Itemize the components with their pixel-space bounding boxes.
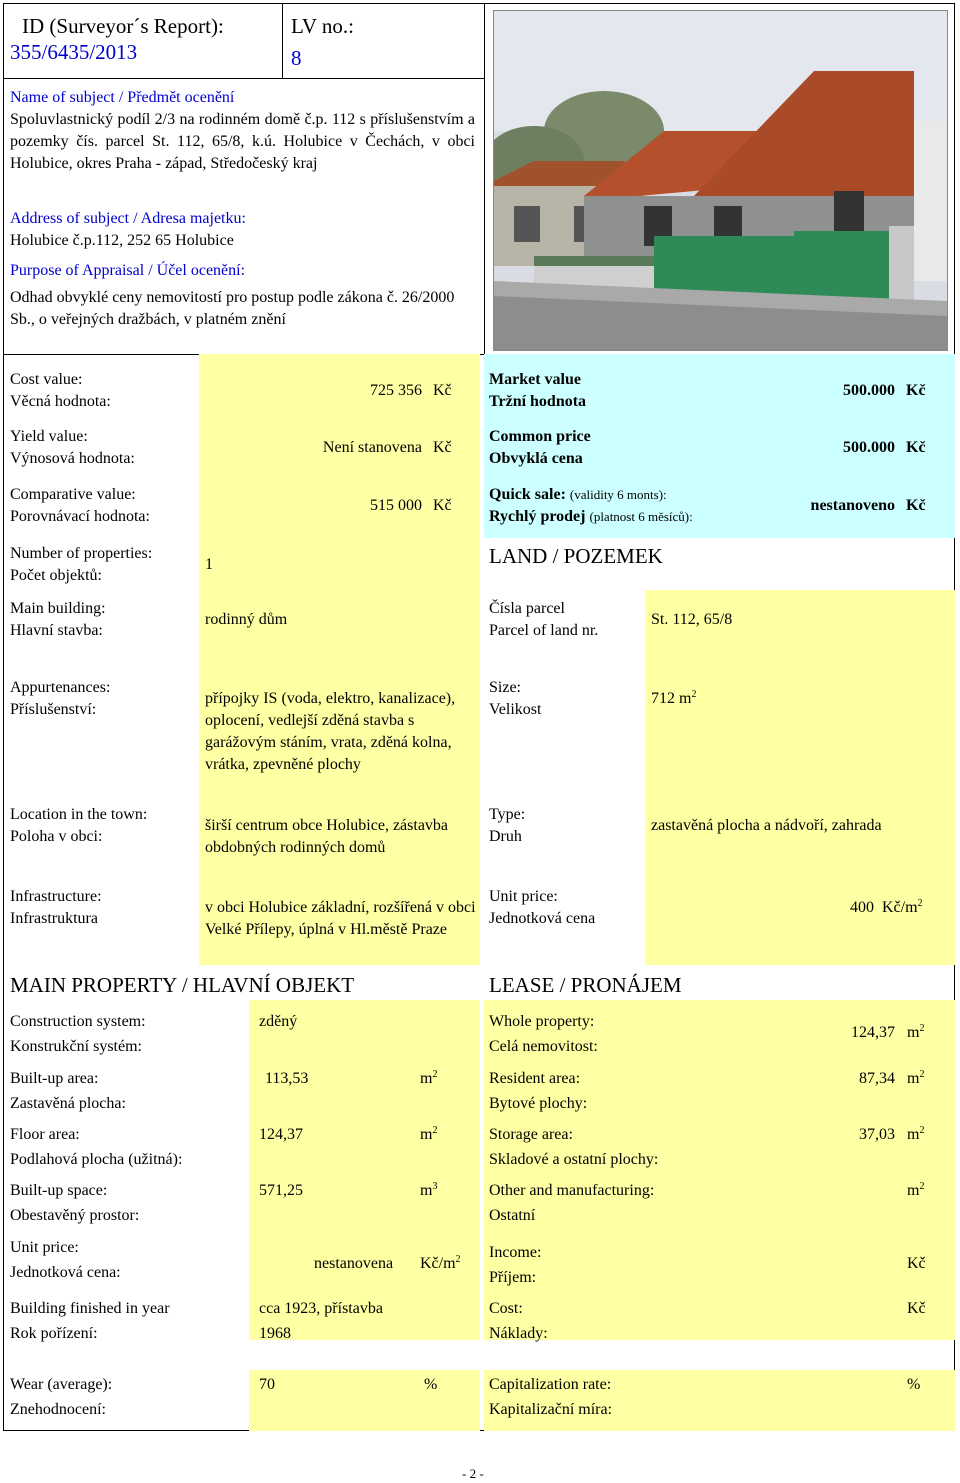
- floor-label-cz: Podlahová plocha (užitná):: [10, 1151, 183, 1168]
- market-label-cz: Tržní hodnota: [489, 393, 587, 410]
- construction-label-en: Construction system:: [10, 1013, 146, 1030]
- unitp-value: nestanovena: [314, 1255, 394, 1272]
- type-value: zastavěná plocha a nádvoří, zahrada: [651, 817, 882, 834]
- resident-label-cz: Bytové plochy:: [489, 1095, 588, 1112]
- market-value: 500.000: [843, 382, 895, 399]
- main-label-en: Main building:: [10, 600, 106, 617]
- cost-label-en: Cost value:: [10, 371, 83, 388]
- common-currency: Kč: [906, 439, 926, 456]
- infra-value: v obci Holubice základní, rozšířená v obci Velké Přílepy, úplná v Hl.městě Praze: [205, 899, 476, 938]
- year-value-1: cca 1923, přístavba: [259, 1300, 383, 1317]
- resident-label-en: Resident area:: [489, 1070, 581, 1087]
- lv-label: LV no.:: [291, 14, 355, 38]
- wear-label-cz: Znehodnocení:: [10, 1401, 106, 1418]
- lease-title: LEASE / PRONÁJEM: [489, 973, 682, 997]
- builtup-label-cz: Zastavěná plocha:: [10, 1095, 126, 1112]
- floor-label-en: Floor area:: [10, 1126, 80, 1143]
- floor-value: 124,37: [259, 1126, 303, 1143]
- unitp-unit: Kč/m: [420, 1255, 456, 1272]
- cap-label-en: Capitalization rate:: [489, 1376, 612, 1393]
- wear-label-en: Wear (average):: [10, 1376, 113, 1393]
- whole-label-cz: Celá nemovitost:: [489, 1038, 598, 1055]
- id-label: ID (Surveyor´s Report):: [22, 14, 224, 38]
- common-label-en: Common price: [489, 428, 591, 445]
- space-unit: m: [420, 1182, 433, 1199]
- comparative-currency: Kč: [433, 497, 452, 514]
- purpose-label: Purpose of Appraisal / Účel ocenění:: [10, 262, 246, 279]
- parcel-value: St. 112, 65/8: [651, 611, 733, 628]
- storage-label-en: Storage area:: [489, 1126, 573, 1143]
- space-label-cz: Obestavěný prostor:: [10, 1207, 140, 1224]
- count-value: 1: [205, 556, 213, 573]
- yield-label-en: Yield value:: [10, 428, 88, 445]
- income-currency: Kč: [907, 1255, 926, 1272]
- cost-value: 725 356: [370, 382, 422, 399]
- other-label-cz: Ostatní: [489, 1207, 536, 1224]
- whole-label-en: Whole property:: [489, 1013, 595, 1030]
- id-value: 355/6435/2013: [10, 40, 138, 64]
- market-currency: Kč: [906, 382, 926, 399]
- builtup-value: 113,53: [265, 1070, 309, 1087]
- resident-unit: m: [907, 1070, 920, 1087]
- infra-label-en: Infrastructure:: [10, 888, 102, 905]
- quick-label-cz: Rychlý prodej: [489, 508, 586, 525]
- address-label: Address of subject / Adresa majetku:: [10, 210, 246, 227]
- year-label-cz: Rok pořízení:: [10, 1325, 98, 1342]
- subject-name-label: Name of subject / Předmět ocenění: [10, 89, 235, 106]
- unit-label-en: Unit price:: [489, 888, 558, 905]
- divider: [484, 3, 485, 354]
- appurt-label-cz: Příslušenství:: [10, 701, 97, 718]
- space-value: 571,25: [259, 1182, 303, 1199]
- whole-value: 124,37: [851, 1024, 895, 1041]
- storage-value: 37,03: [859, 1126, 895, 1143]
- quick-label-en: Quick sale:: [489, 486, 566, 503]
- wear-yellow-panel: [249, 1370, 480, 1431]
- quick-value: nestanoveno: [810, 497, 895, 514]
- resident-value: 87,34: [859, 1070, 895, 1087]
- income-label-en: Income:: [489, 1244, 542, 1261]
- main-value: rodinný dům: [205, 611, 288, 628]
- unitp-label-cz: Jednotková cena:: [10, 1264, 121, 1281]
- quick-currency: Kč: [906, 497, 926, 514]
- floor-unit: m: [420, 1126, 433, 1143]
- cost-lease-currency: Kč: [907, 1300, 926, 1317]
- unit-unit: Kč/m: [882, 899, 918, 916]
- appurt-value: přípojky IS (voda, elektro, kanalizace), oplocení, vedlejší zděná stavba s garážovým stáním, vrata, zděná kolna, vrátka, zpevněné plochy: [205, 690, 456, 773]
- unitp-label-en: Unit price:: [10, 1239, 79, 1256]
- type-label-en: Type:: [489, 806, 526, 823]
- storage-unit: m: [907, 1126, 920, 1143]
- cost-lease-label-en: Cost:: [489, 1300, 523, 1317]
- infra-label-cz: Infrastruktura: [10, 910, 98, 927]
- market-label-en: Market value: [489, 371, 581, 388]
- cap-label-cz: Kapitalizační míra:: [489, 1401, 613, 1418]
- parcel-label-en: Parcel of land nr.: [489, 622, 599, 639]
- year-value-2: 1968: [259, 1325, 291, 1342]
- construction-value: zděný: [259, 1013, 298, 1030]
- space-label-en: Built-up space:: [10, 1182, 108, 1199]
- house-photo: [493, 10, 948, 351]
- quick-note-cz: (platnost 6 měsíců):: [589, 509, 693, 524]
- cap-percent: %: [907, 1376, 921, 1393]
- size-label-cz: Velikost: [489, 701, 542, 718]
- type-label-cz: Druh: [489, 828, 522, 845]
- land-title: LAND / POZEMEK: [489, 544, 663, 568]
- whole-unit: m: [907, 1024, 920, 1041]
- unit-value: 400: [850, 899, 874, 916]
- common-value: 500.000: [843, 439, 895, 456]
- property-yellow-panel: [199, 538, 480, 655]
- builtup-unit: m: [420, 1070, 433, 1087]
- yield-label-cz: Výnosová hodnota:: [10, 450, 135, 467]
- common-label-cz: Obvyklá cena: [489, 450, 583, 467]
- main-property-title: MAIN PROPERTY / HLAVNÍ OBJEKT: [10, 973, 355, 997]
- income-label-cz: Příjem:: [489, 1269, 537, 1286]
- divider: [282, 3, 283, 78]
- yield-value: Není stanovena: [322, 439, 422, 456]
- wear-percent: %: [424, 1376, 438, 1393]
- yield-currency: Kč: [433, 439, 452, 456]
- cost-label-cz: Věcná hodnota:: [10, 393, 111, 410]
- comparative-label-en: Comparative value:: [10, 486, 136, 503]
- appurt-label-en: Appurtenances:: [10, 679, 111, 696]
- size-label-en: Size:: [489, 679, 521, 696]
- other-label-en: Other and manufacturing:: [489, 1182, 655, 1199]
- divider: [3, 78, 484, 79]
- location-label-en: Location in the town:: [10, 806, 148, 823]
- unit-label-cz: Jednotková cena: [489, 910, 596, 927]
- comparative-label-cz: Porovnávací hodnota:: [10, 508, 150, 525]
- subject-name-text: Spoluvlastnický podíl 2/3 na rodinném domě č.p. 112 s příslušenstvím a pozemky čís. parcel St. 112, 65/8, k.ú. Holubice v Čechách, v obci Holubice, okres Praha - západ, Středočeský kraj: [10, 111, 475, 172]
- main-label-cz: Hlavní stavba:: [10, 622, 103, 639]
- year-label-en: Building finished in year: [10, 1300, 170, 1317]
- count-label-cz: Počet objektů:: [10, 567, 102, 584]
- wear-value: 70: [259, 1376, 275, 1393]
- other-unit: m: [907, 1182, 920, 1199]
- lv-value: 8: [291, 46, 302, 70]
- location-label-cz: Poloha v obci:: [10, 828, 103, 845]
- purpose-text: Odhad obvyklé ceny nemovitostí pro postup podle zákona č. 26/2000 Sb., o veřejných dražbách, v platném znění: [10, 289, 455, 328]
- size-value: 712 m: [651, 690, 692, 707]
- comparative-value: 515 000: [370, 497, 422, 514]
- main-property-yellow-panel: [249, 1000, 480, 1340]
- quick-note-en: (validity 6 monts):: [569, 487, 667, 502]
- builtup-label-en: Built-up area:: [10, 1070, 99, 1087]
- page-number: - 2 -: [462, 1466, 484, 1481]
- location-value: širší centrum obce Holubice, zástavba obdobných rodinných domů: [205, 817, 449, 856]
- parcel-label-cz: Čísla parcel: [489, 600, 565, 617]
- address-text: Holubice č.p.112, 252 65 Holubice: [10, 232, 234, 249]
- cost-currency: Kč: [433, 382, 452, 399]
- count-label-en: Number of properties:: [10, 545, 153, 562]
- cost-lease-label-cz: Náklady:: [489, 1325, 548, 1342]
- storage-label-cz: Skladové a ostatní plochy:: [489, 1151, 659, 1168]
- construction-label-cz: Konstrukční systém:: [10, 1038, 142, 1055]
